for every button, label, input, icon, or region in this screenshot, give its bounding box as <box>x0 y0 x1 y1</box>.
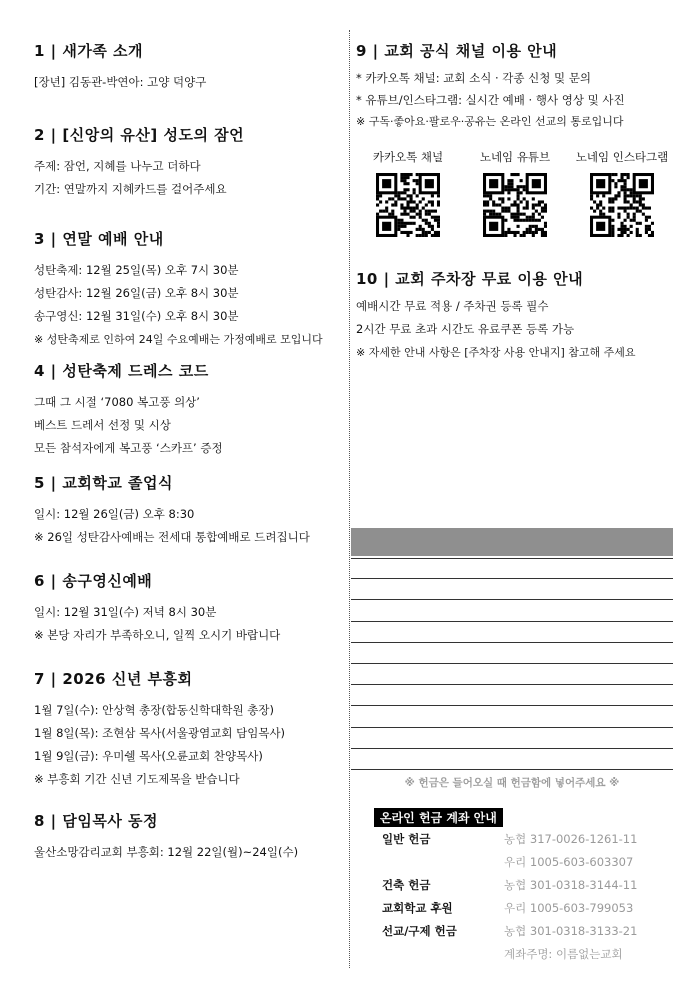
account-label: 선교/구제 헌금 <box>382 924 457 938</box>
section-title: 3 | 연말 예배 안내 <box>34 230 164 248</box>
section-line: 1월 7일(수): 안상혁 총장(합동신학대학원 총장) <box>34 703 274 717</box>
account-row <box>382 943 672 966</box>
rule-line <box>351 685 673 706</box>
account-label: 일반 헌금 <box>382 832 431 846</box>
section-line: ※ 부흥회 기간 신년 기도제목을 받습니다 <box>34 772 240 786</box>
account-number: 우리 1005-603-799053 <box>504 901 634 915</box>
rule-line <box>351 579 673 600</box>
section-line: 주제: 잠언, 지혜를 나누고 더하다 <box>34 159 201 173</box>
account-number: 농협 317-0026-1261-11 <box>504 832 638 846</box>
offering-notice: ※ 헌금은 들어오실 때 헌금함에 넣어주세요 ※ <box>404 777 620 789</box>
section-line: 울산소망감리교회 부흥회: 12월 22일(월)~24일(수) <box>34 845 299 859</box>
section-line: ※ 구독·좋아요·팔로우·공유는 온라인 선교의 통로입니다 <box>356 115 624 128</box>
section-line: 기간: 연말까지 지혜카드를 걸어주세요 <box>34 182 227 196</box>
left-column <box>34 40 346 864</box>
section-revival <box>34 668 346 810</box>
qr-code-icon <box>483 173 547 237</box>
rule-line <box>351 728 673 749</box>
section-title: 2 | [신앙의 유산] 성도의 잠언 <box>34 126 245 144</box>
section-line: 1월 9일(금): 우미쉘 목사(오륜교회 찬양목사) <box>34 749 263 763</box>
section-dress-code <box>34 360 346 472</box>
account-row <box>382 897 672 920</box>
section-title: 5 | 교회학교 졸업식 <box>34 474 174 492</box>
section-channels <box>356 40 674 268</box>
section-line: ※ 성탄축제로 인하여 24일 수요예배는 가정예배로 모입니다 <box>34 333 323 346</box>
section-line: 1월 8일(목): 조현삼 목사(서울광염교회 담임목사) <box>34 726 286 740</box>
section-title: 1 | 새가족 소개 <box>34 42 144 60</box>
section-line: [장년] 김동관-박연아: 고양 덕양구 <box>34 75 207 89</box>
rule-line <box>351 664 673 685</box>
section-line: 모든 참석자에게 복고풍 ‘스카프’ 증정 <box>34 441 223 455</box>
account-number: 농협 301-0318-3144-11 <box>504 878 638 892</box>
account-row <box>382 920 672 943</box>
offering-account-table <box>382 828 672 966</box>
account-label: 교회학교 후원 <box>382 901 453 915</box>
section-line: ※ 본당 자리가 부족하오니, 일찍 오시기 바랍니다 <box>34 628 281 642</box>
account-row <box>382 874 672 897</box>
section-line: 2시간 무료 초과 시간도 유료쿠폰 등록 가능 <box>356 322 575 336</box>
section-pastor-schedule <box>34 810 346 864</box>
rule-line <box>351 622 673 643</box>
qr-code-icon <box>590 173 654 237</box>
account-row <box>382 828 672 851</box>
rule-line <box>351 558 673 579</box>
grey-header-bar <box>351 528 673 556</box>
qr-label: 노네임 유튜브 <box>479 150 551 164</box>
section-line: 일시: 12월 31일(수) 저녁 8시 30분 <box>34 605 217 619</box>
account-number: 우리 1005-603-603307 <box>504 855 634 869</box>
qr-instagram[interactable] <box>574 149 670 237</box>
account-label <box>382 851 504 874</box>
section-line: 일시: 12월 26일(금) 오후 8:30 <box>34 507 195 521</box>
section-title: 9 | 교회 공식 채널 이용 안내 <box>356 42 558 60</box>
section-line: 베스트 드레서 선정 및 시상 <box>34 418 171 432</box>
section-graduation <box>34 472 346 570</box>
account-number: 농협 301-0318-3133-21 <box>504 924 638 938</box>
account-label: 건축 헌금 <box>382 878 431 892</box>
section-line: 성탄감사: 12월 26일(금) 오후 8시 30분 <box>34 286 239 300</box>
section-title: 6 | 송구영신예배 <box>34 572 153 590</box>
ruled-note-lines <box>351 558 673 770</box>
section-line: 그때 그 시절 ‘7080 복고풍 의상’ <box>34 395 200 409</box>
section-line: * 카카오톡 채널: 교회 소식 · 각종 신청 및 문의 <box>356 71 592 85</box>
section-proverbs <box>34 124 346 228</box>
rule-line <box>351 749 673 770</box>
rule-line <box>351 643 673 664</box>
account-row <box>382 851 672 874</box>
section-title: 7 | 2026 신년 부흥회 <box>34 670 193 688</box>
section-new-year-eve <box>34 570 346 668</box>
rule-line <box>351 706 673 727</box>
rule-line <box>351 600 673 621</box>
section-title: 4 | 성탄축제 드레스 코드 <box>34 362 209 380</box>
account-label <box>382 943 504 966</box>
section-year-end-services <box>34 228 346 360</box>
section-title: 8 | 담임목사 동정 <box>34 812 159 830</box>
qr-label: 카카오톡 채널 <box>372 150 444 164</box>
qr-youtube[interactable] <box>467 149 563 237</box>
qr-kakao[interactable] <box>360 149 456 237</box>
offering-account-header: 온라인 헌금 계좌 안내 <box>374 808 503 827</box>
section-parking <box>356 268 674 364</box>
qr-code-row <box>356 149 674 237</box>
account-holder: 계좌주명: 이름없는교회 <box>504 947 623 961</box>
section-title: 10 | 교회 주차장 무료 이용 안내 <box>356 270 584 288</box>
qr-label: 노네임 인스타그램 <box>575 150 669 164</box>
column-divider <box>349 30 350 968</box>
section-line: 성탄축제: 12월 25일(목) 오후 7시 30분 <box>34 263 239 277</box>
section-line: * 유튜브/인스타그램: 실시간 예배 · 행사 영상 및 사진 <box>356 93 625 107</box>
section-new-family <box>34 40 346 124</box>
section-line: 예배시간 무료 적용 / 주차권 등록 필수 <box>356 299 549 313</box>
section-line: 송구영신: 12월 31일(수) 오후 8시 30분 <box>34 309 239 323</box>
qr-code-icon <box>376 173 440 237</box>
right-column <box>356 40 674 364</box>
section-line: ※ 26일 성탄감사예배는 전세대 통합예배로 드려집니다 <box>34 530 310 544</box>
section-line: ※ 자세한 안내 사항은 [주차장 사용 안내지] 참고해 주세요 <box>356 346 636 359</box>
